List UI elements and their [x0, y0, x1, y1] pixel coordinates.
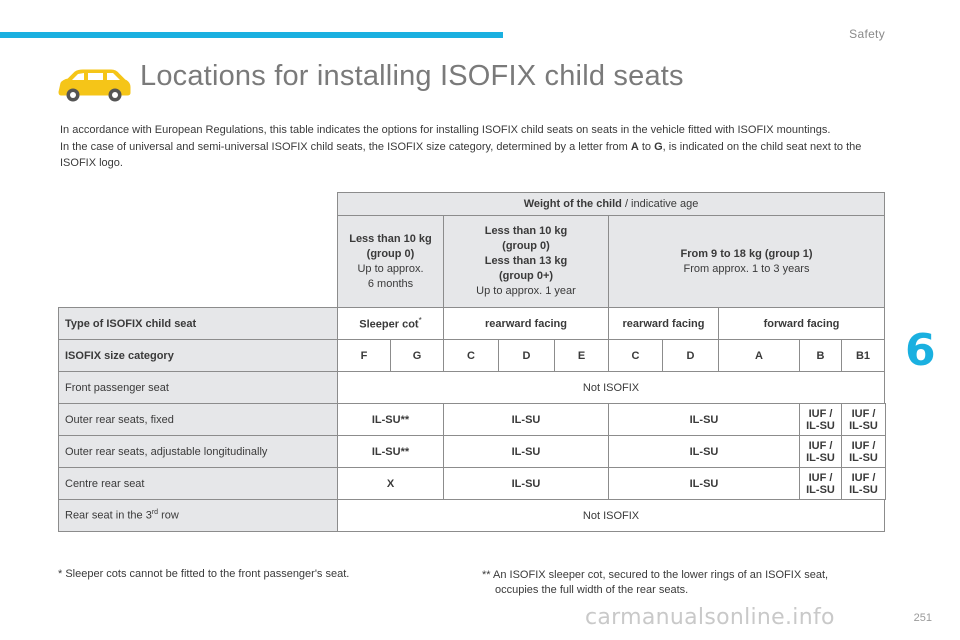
cell: IL-SU: [609, 436, 800, 468]
group-text: From 9 to 18 kg (group 1): [680, 247, 813, 260]
intro-paragraph-1: In accordance with European Regulations, this table indicates the options for installing ISOFIX child seats on seats in the vehicle fitted with ISOFIX mountings.: [60, 124, 831, 136]
size-cell: D: [499, 340, 555, 372]
group-text: Less than 13 kg: [484, 255, 568, 267]
type-rearward-1: rearward facing: [444, 308, 609, 340]
size-cell: D: [663, 340, 719, 372]
type-text: Sleeper cot: [359, 318, 419, 331]
group-text: 6 months: [367, 277, 414, 290]
cell: X: [338, 468, 444, 500]
size-cell: A: [719, 340, 800, 372]
group-text: (group 0+): [498, 270, 554, 282]
intro-paragraph-2: [60, 139, 880, 172]
footnote-sleeper-cot: * Sleeper cots cannot be fitted to the front passenger's seat.: [58, 568, 350, 580]
group-text: (group 0): [366, 247, 415, 260]
row-label-text: Rear seat in the 3: [65, 509, 152, 522]
cell: IUF / IL-SU: [842, 468, 886, 500]
row-label: Outer rear seats, fixed: [59, 404, 338, 436]
table-row: [59, 372, 886, 404]
cell: IUF / IL-SU: [800, 468, 842, 500]
size-cell: C: [444, 340, 499, 372]
footnote-isofix-cot: [482, 568, 882, 598]
row-label: Outer rear seats, adjustable longitudinally: [59, 436, 338, 468]
intro-text-part: to: [638, 140, 655, 153]
cell: IL-SU: [444, 404, 609, 436]
cell: IUF / IL-SU: [842, 404, 886, 436]
group-text: From approx. 1 to 3 years: [683, 262, 810, 275]
table-row: [59, 500, 886, 532]
footnote-line: occupies the full width of the rear seats.: [495, 584, 689, 596]
size-letter-a: A: [630, 140, 639, 153]
size-cell: B: [800, 340, 842, 372]
empty-cell: [59, 216, 338, 308]
size-cell: G: [391, 340, 444, 372]
weight-header: [338, 193, 885, 216]
type-forward: forward facing: [719, 308, 885, 340]
cell: IUF / IL-SU: [842, 436, 886, 468]
group-0-plus-header: [444, 216, 609, 308]
cell: IL-SU**: [338, 404, 444, 436]
chapter-number: 6: [905, 325, 936, 376]
row-label-text: row: [158, 509, 179, 522]
type-rearward-2: rearward facing: [609, 308, 719, 340]
cell: IL-SU: [609, 468, 800, 500]
group-1-header: [609, 216, 885, 308]
row-label-sup: rd: [151, 509, 159, 517]
footnote-mark: *: [418, 316, 422, 326]
group-0-cot-header: [338, 216, 444, 308]
row-label: [59, 500, 338, 532]
watermark: carmanualsonline.info: [585, 605, 835, 630]
size-cell: F: [338, 340, 391, 372]
size-label: ISOFIX size category: [59, 340, 338, 372]
intro-text: [60, 122, 880, 172]
row-label: Front passenger seat: [59, 372, 338, 404]
section-accent-bar: [0, 32, 503, 38]
cell-merged: Not ISOFIX: [338, 372, 885, 404]
row-label: Centre rear seat: [59, 468, 338, 500]
weight-header-rest: / indicative age: [621, 198, 699, 210]
cell: IL-SU**: [338, 436, 444, 468]
group-text: (group 0): [502, 240, 550, 252]
size-cell: C: [609, 340, 663, 372]
intro-text-part: , is indicated on the child seat next to the ISOFIX logo.: [60, 140, 862, 169]
cell-merged: Not ISOFIX: [338, 500, 885, 532]
table-row: [59, 436, 886, 468]
footnote-line: ** An ISOFIX sleeper cot, secured to the lower rings of an ISOFIX seat,: [482, 569, 829, 581]
group-text: Up to approx. 1 year: [476, 285, 576, 297]
group-text: Up to approx.: [357, 262, 424, 275]
cell: IL-SU: [444, 468, 609, 500]
empty-cell: [59, 193, 338, 216]
group-text: Less than 10 kg: [484, 225, 568, 237]
size-cell: B1: [842, 340, 885, 372]
group-text: Less than 10 kg: [349, 232, 432, 245]
section-name: Safety: [849, 27, 885, 41]
intro-text-part: In the case of universal and semi-universal ISOFIX child seats, the ISOFIX size category, determined by a letter from: [60, 140, 631, 153]
car-icon: [55, 68, 133, 104]
page-number: 251: [913, 612, 932, 624]
cell: IL-SU: [609, 404, 800, 436]
size-letter-g: G: [654, 140, 663, 153]
cell: IUF / IL-SU: [800, 436, 842, 468]
type-label: Type of ISOFIX child seat: [59, 308, 338, 340]
size-cell: E: [555, 340, 609, 372]
table-row: [59, 468, 886, 500]
table-row: [59, 404, 886, 436]
page-title: Locations for installing ISOFIX child seats: [140, 60, 684, 92]
isofix-table: [58, 192, 886, 532]
weight-header-bold: Weight of the child: [523, 198, 622, 210]
cell: IL-SU: [444, 436, 609, 468]
type-sleeper-cot: [338, 308, 444, 340]
cell: IUF / IL-SU: [800, 404, 842, 436]
